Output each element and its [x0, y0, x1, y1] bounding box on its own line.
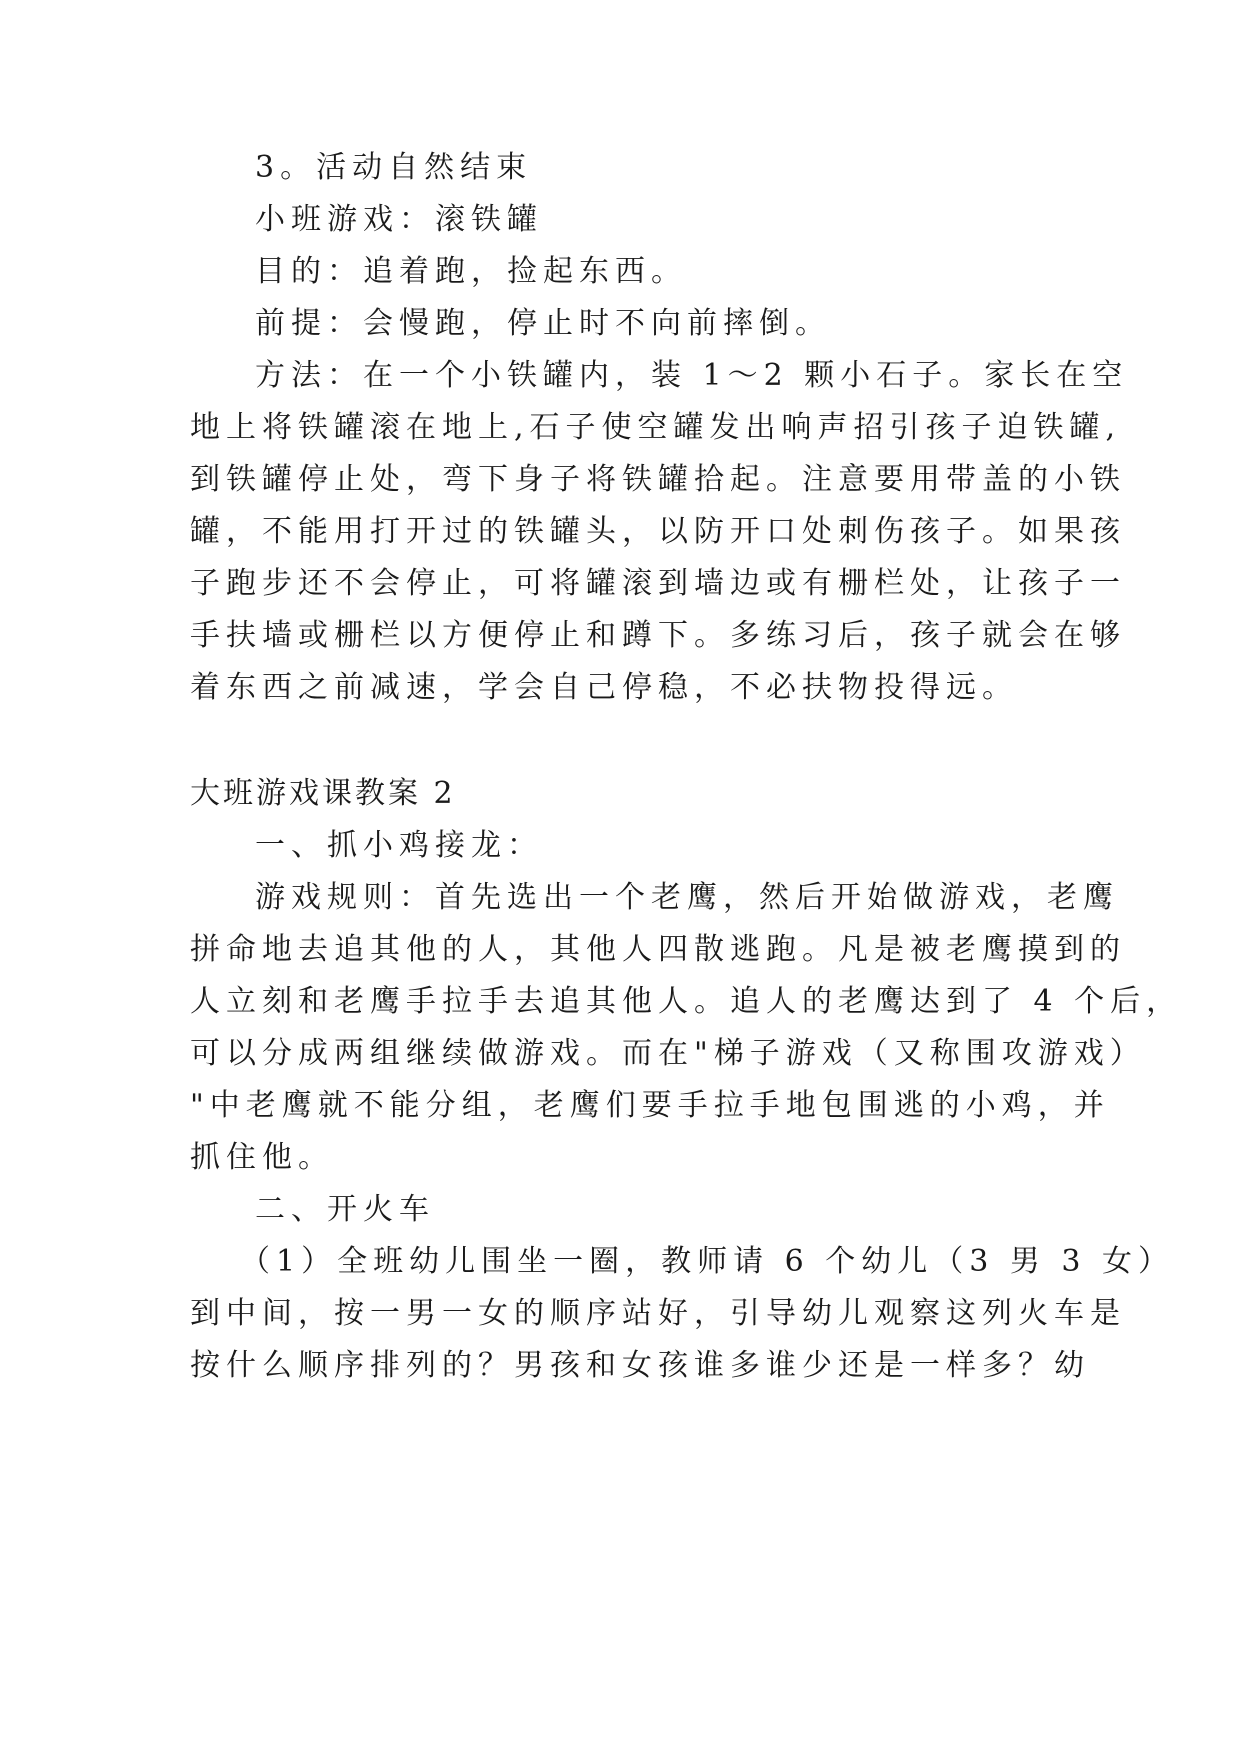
- game1-title: 一、抓小鸡接龙：: [255, 828, 543, 863]
- method-line: 罐，不能用打开过的铁罐头，以防开口处刺伤孩子。如果孩: [190, 514, 1126, 549]
- game-title: 小班游戏：滚铁罐: [255, 202, 543, 237]
- method-line: 方法：在一个小铁罐内，装 1～2 颗小石子。家长在空: [255, 358, 1129, 393]
- rule-line: 人立刻和老鹰手拉手去追其他人。追人的老鹰达到了 4 个后，: [190, 984, 1183, 1019]
- rule-line: 可以分成两组继续做游戏。而在"梯子游戏（又称围攻游戏）: [190, 1036, 1146, 1071]
- rule-line: 拼命地去追其他的人，其他人四散逃跑。凡是被老鹰摸到的: [190, 932, 1126, 967]
- method-line: 手扶墙或栅栏以方便停止和蹲下。多练习后，孩子就会在够: [190, 618, 1126, 653]
- method-line: 着东西之前减速，学会自己停稳，不必扶物投得远。: [190, 670, 1018, 705]
- method-line: 地上将铁罐滚在地上,石子使空罐发出响声招引孩子迫铁罐,: [190, 410, 1122, 445]
- game2-line: 到中间，按一男一女的顺序站好，引导幼儿观察这列火车是: [190, 1296, 1126, 1331]
- rule-line: "中老鹰就不能分组，老鹰们要手拉手地包围逃的小鸡，并: [190, 1088, 1110, 1123]
- prerequisite-text: 前提：会慢跑，停止时不向前摔倒。: [255, 306, 831, 341]
- purpose-text: 目的：追着跑，捡起东西。: [255, 254, 687, 289]
- end-step-text: 3。活动自然结束: [255, 150, 533, 185]
- game2-line: （1）全班幼儿围坐一圈，教师请 6 个幼儿（3 男 3 女）: [240, 1244, 1175, 1279]
- rule-line: 抓住他。: [190, 1140, 334, 1175]
- game2-title: 二、开火车: [255, 1192, 435, 1227]
- section-title: 大班游戏课教案 2: [190, 776, 456, 811]
- method-line: 到铁罐停止处，弯下身子将铁罐拾起。注意要用带盖的小铁: [190, 462, 1126, 497]
- game2-line: 按什么顺序排列的？男孩和女孩谁多谁少还是一样多？幼: [190, 1348, 1090, 1383]
- rule-line: 游戏规则：首先选出一个老鹰，然后开始做游戏，老鹰: [255, 880, 1119, 915]
- method-line: 子跑步还不会停止，可将罐滚到墙边或有栅栏处，让孩子一: [190, 566, 1126, 601]
